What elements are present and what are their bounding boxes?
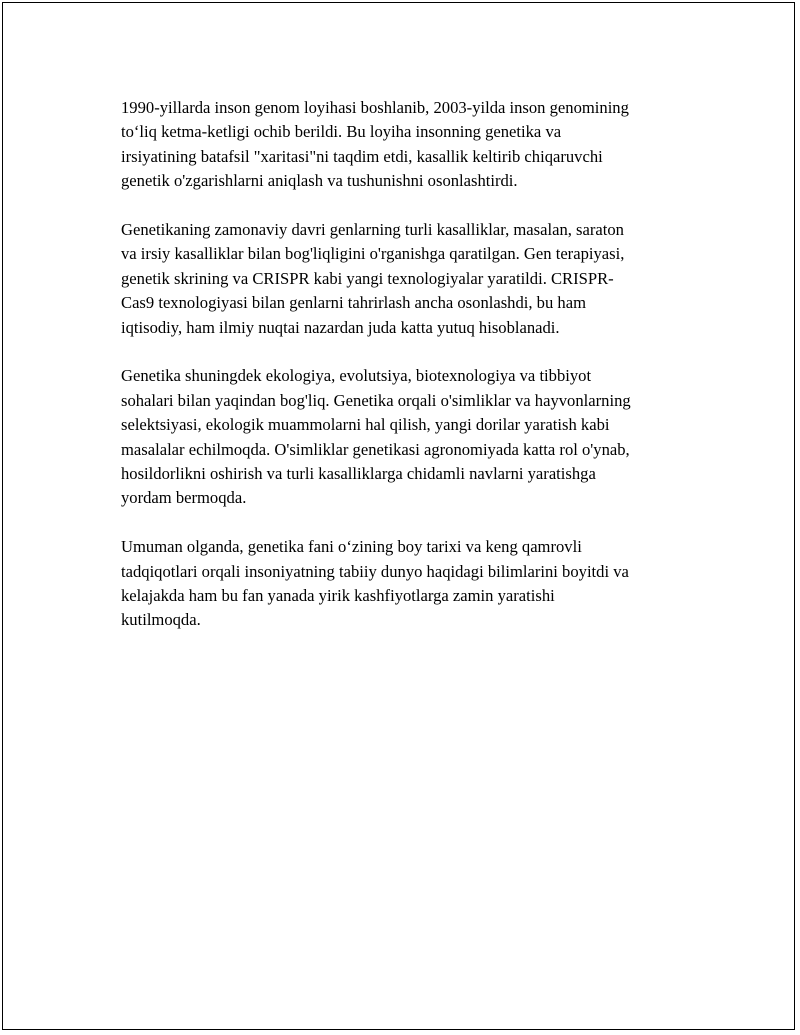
text-line: Genetikaning zamonaviy davri genlarning turli kasalliklar, masalan, saraton <box>121 220 624 240</box>
paragraph-related-fields <box>121 364 689 510</box>
text-line: iqtisodiy, ham ilmiy nuqtai nazardan juda katta yutuq hisoblanadi. <box>121 317 560 337</box>
text-line: Umuman olganda, genetika fani o‘zining boy tarixi va keng qamrovli <box>121 537 582 557</box>
text-line: irsiyatining batafsil "xaritasi"ni taqdim etdi, kasallik keltirib chiqaruvchi <box>121 146 603 166</box>
paragraph-modern-genetics <box>121 218 689 340</box>
text-line: yordam bermoqda. <box>121 488 247 508</box>
text-line: genetik skrining va CRISPR kabi yangi texnologiyalar yaratildi. CRISPR- <box>121 268 614 288</box>
text-line: va irsiy kasalliklar bilan bog'liqligini o'rganishga qaratilgan. Gen terapiyasi, <box>121 244 625 264</box>
paragraph-conclusion <box>121 535 689 633</box>
text-line: selektsiyasi, ekologik muammolarni hal qilish, yangi dorilar yaratish kabi <box>121 415 610 435</box>
text-line: Genetika shuningdek ekologiya, evolutsiya, biotexnologiya va tibbiyot <box>121 366 592 386</box>
text-line: Cas9 texnologiyasi bilan genlarni tahrirlash ancha osonlashdi, bu ham <box>121 293 586 313</box>
text-line: to‘liq ketma-ketligi ochib berildi. Bu loyiha insonning genetika va <box>121 122 562 142</box>
text-line: kutilmoqda. <box>121 610 201 630</box>
text-line: kelajakda ham bu fan yanada yirik kashfiyotlarga zamin yaratishi <box>121 586 555 606</box>
text-line: sohalari bilan yaqindan bog'liq. Genetika orqali o'simliklar va hayvonlarning <box>121 390 631 410</box>
text-line: hosildorlikni oshirish va turli kasalliklarga chidamli navlarni yaratishga <box>121 464 596 484</box>
paragraph-genome-project <box>121 96 689 194</box>
text-line: genetik o'zgarishlarni aniqlash va tushunishni osonlashtirdi. <box>121 171 518 191</box>
text-line: masalalar echilmoqda. O'simliklar genetikasi agronomiyada katta rol o'ynab, <box>121 439 630 459</box>
text-line: 1990-yillarda inson genom loyihasi boshlanib, 2003-yilda inson genomining <box>121 98 629 117</box>
page-frame <box>2 2 795 1030</box>
text-line: tadqiqotlari orqali insoniyatning tabiiy dunyo haqidagi bilimlarini boyitdi va <box>121 561 629 581</box>
document-body <box>121 96 689 657</box>
